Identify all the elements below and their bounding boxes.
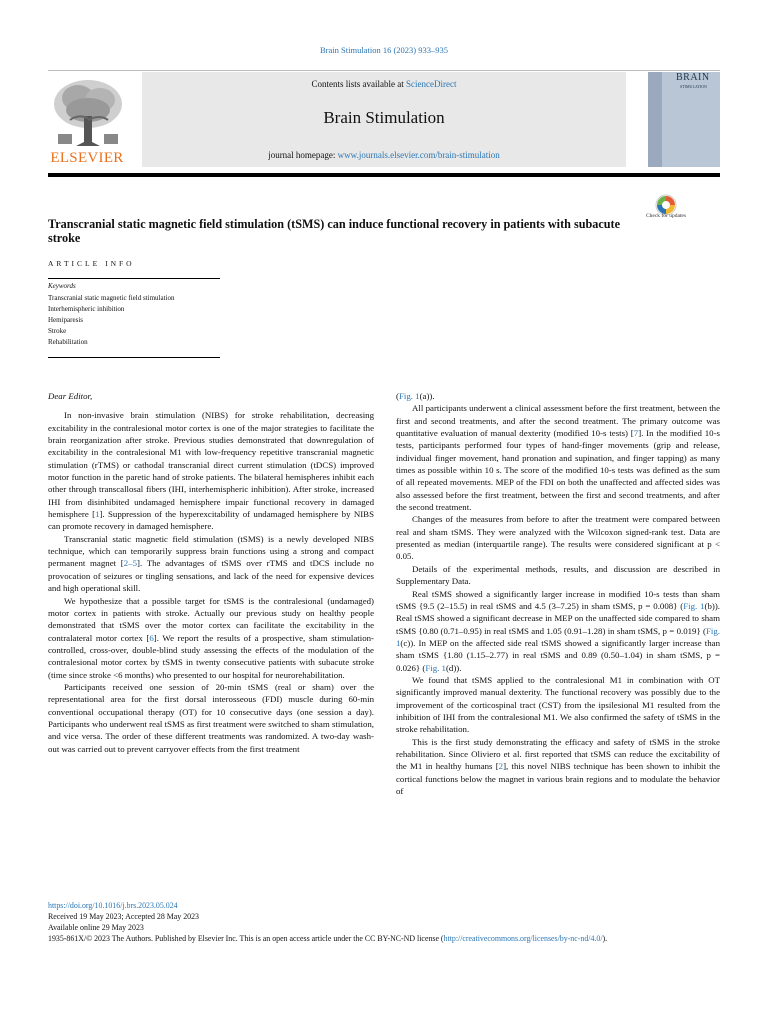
paragraph: In non-invasive brain stimulation (NIBS) for stroke rehabilitation, decreasing excitability in the contralesional motor cortex is one of the major strategies to facilitate the brain reorganization after stroke. Previous studies demonstrated that downregulation of excitability in the contralesional M1 with low-frequency repetitive transcranial magnetic stimulation (rTMS) or cathodal transcranial direct current stimulation (tDCS) improved motor function in the paretic hand of stroke patients. The bilateral hemispheres inhibit each other through transcallosal fibers (IHI, interhemispheric inhibition). After stroke, increased IHI from disinhibited undamaged hemisphere impair functional recovery in damaged hemisphere [1]. Suppression of the hyperexcitability of undamaged hemisphere by NIBS can promote recovery in damaged hemisphere. (48, 410, 374, 532)
keyword-item: Interhemispheric inhibition (48, 305, 125, 313)
contents-line (142, 79, 626, 89)
paragraph: Changes of the measures from before to after the treatment were compared between real and sham tSMS. They were analyzed with the Wilcoxon signed-rank test. Data are presented as median (interquartile range). The results were considered significant at p < 0.05. (396, 514, 720, 562)
received-dates: Received 19 May 2023; Accepted 28 May 2023 (48, 912, 199, 921)
reference-link[interactable]: 2 (498, 761, 504, 772)
article-title: Transcranial static magnetic field stimulation (tSMS) can induce functional recovery in patients with subacute stroke (48, 217, 621, 245)
paragraph: Real tSMS showed a significantly larger increase in modified 10-s tests than sham tSMS {9.5 (2–15.5) in real tSMS and 4.5 (3–7.25) in sham tSMS, p = 0.008} (Fig. 1(b)). Real tSMS showed a significant decrease in MEP on the unaffected side compared to sham tSMS {0.80 (0.71–0.95) in real tSMS and 1.05 (0.91–1.28) in sham tSMS, p = 0.019} (Fig. 1(c)). In MEP on the affected side real tSMS showed a significantly larger increase than sham tSMS {1.80 (1.15–2.77) in real tSMS and 0.89 (0.50–1.04) in sham tSMS, p = 0.026} (Fig. 1(d)). (396, 588, 720, 673)
paragraph: We found that tSMS applied to the contralesional M1 in combination with OT significantly improved manual dexterity. The functional recovery was possibly due to the improvement of the corticospinal tract (CST) from the ipsilesional M1 resulted from the inhibition of IHI from the contralesional M1. We also confirmed the safety of tSMS in the stroke rehabilitation. (396, 674, 720, 735)
check-for-updates-badge[interactable] (648, 194, 684, 230)
paragraph-continued: (Fig. 1(a)). (396, 391, 435, 401)
keywords-list (48, 293, 175, 348)
reference-link[interactable]: 2–5 (123, 558, 138, 569)
keywords-label: Keywords (48, 282, 76, 290)
paragraph: Participants received one session of 20-min tSMS (real or sham) over the representational area for the first dorsal interosseous (FDI) muscle during 60-min conventional occupational therapy (OT) for 10 consecutive days (one session a day). Participants who underwent real tSMS as first treatment were switched to sham stimulation, and vice versa. The order of these different treatments was randomized. A two-day wash-out was carried out to prevent carryover effects from the first treatment (48, 681, 374, 754)
article-info-heading: ARTICLE INFO (48, 259, 135, 268)
paragraph: All participants underwent a clinical assessment before the first treatment, between the first and second treatments, and after the second treatment. The primary outcome was quantitative evaluation of manual dexterity (modified 10-s tests) [7]. In the modified 10-s tests, participants performed four types of hand-finger movements (grip and release, individual finger movement, hand pronation and supination, and finger tapping) as many times as possible within 10 s. The score of the modified 10-s tests was defined as the sum of all repeated movements. MEP of the FDI on both the unaffected and affected sides was also assessed before the first treatment, between the first and second treatments, and after the second treatment. (396, 403, 720, 513)
available-online: Available online 29 May 2023 (48, 923, 144, 932)
body-column-left (48, 390, 374, 755)
article-info-rule-top (48, 278, 220, 279)
body-column-right (396, 390, 720, 797)
article-info-rule-bottom (48, 357, 220, 358)
journal-cover-strip (648, 72, 662, 167)
keyword-item: Stroke (48, 327, 67, 335)
license-link[interactable]: http://creativecommons.org/licenses/by-nc-nd/4.0/ (443, 934, 603, 943)
doi-link[interactable]: https://doi.org/10.1016/j.brs.2023.05.024 (48, 901, 178, 910)
contents-prefix: Contents lists available at (311, 79, 406, 89)
homepage-line (142, 150, 626, 160)
figure-link[interactable]: Fig. 1 (398, 391, 420, 401)
sciencedirect-link[interactable]: ScienceDirect (406, 79, 457, 89)
reference-link[interactable]: 6 (149, 632, 154, 643)
journal-name: Brain Stimulation (323, 108, 445, 127)
paragraph: This is the first study demonstrating the efficacy and safety of tSMS in the stroke rehabilitation. Since Oliviero et al. first reported that tSMS can reduce the excitability of the M1 in healthy humans [2], this novel NIBS technique has been shown to inhibit the cortical functions below the magnet in various brain regions and to modulate the behavior of (396, 736, 720, 796)
paragraph: Details of the experimental methods, results, and discussion are described in Supplementary Data. (396, 563, 720, 587)
keyword-item: Rehabilitation (48, 338, 88, 346)
figure-link[interactable]: Fig. 1 (396, 625, 720, 648)
figure-link[interactable]: Fig. 1 (683, 600, 705, 611)
figure-link[interactable]: Fig. 1 (425, 662, 446, 673)
elsevier-wordmark: ELSEVIER (50, 150, 124, 166)
cover-subtitle: STIMULATION (680, 84, 707, 89)
salutation: Dear Editor, (48, 391, 93, 401)
check-for-updates-text: Check for updates (645, 213, 686, 219)
article-footer (48, 900, 720, 944)
journal-homepage-link[interactable]: www.journals.elsevier.com/brain-stimulation (337, 150, 500, 160)
reference-link[interactable]: 7 (633, 428, 639, 439)
keyword-item: Hemiparesis (48, 316, 83, 324)
paragraph: Transcranial static magnetic field stimulation (tSMS) is a newly developed NIBS technique, which can temporarily suppress brain functions using a strong and compact permanent magnet [2–5]. The advantages of tSMS over rTMS and tDCS include no provocation of seizures or tingling sensations, and lack of the need for expensive devices and high operational skill. (48, 533, 374, 594)
paragraph: We hypothesize that a possible target for tSMS is the contralesional (undamaged) motor cortex in patients with stroke. Actually our previous study on healthy people demonstrated that tSMS over the motor cortex can facilitate the excitability in the contralateral motor cortex [6]. We report the results of a prospective, sham stimulation-controlled, cross-over, double-blind study assessing the effects of the modulation of the contralesional motor cortex by tSMS in twenty consecutive patients with subacute stroke (time since stroke <6 months) who presented to our hospital for neurorehabilitation. (48, 595, 374, 680)
cover-title: BRAIN (676, 72, 710, 83)
keyword-item: Transcranial static magnetic field stimulation (48, 294, 175, 302)
journal-citation[interactable]: Brain Stimulation 16 (2023) 933–935 (320, 45, 448, 55)
homepage-prefix: journal homepage: (268, 150, 338, 160)
reference-link[interactable]: 1 (95, 509, 100, 520)
license-statement: 1935-861X/© 2023 The Authors. Published by Elsevier Inc. This is an open access article under the CC BY-NC-ND license (http://creativecommons.org/licenses/by-nc-nd/4.0/). (48, 934, 608, 943)
